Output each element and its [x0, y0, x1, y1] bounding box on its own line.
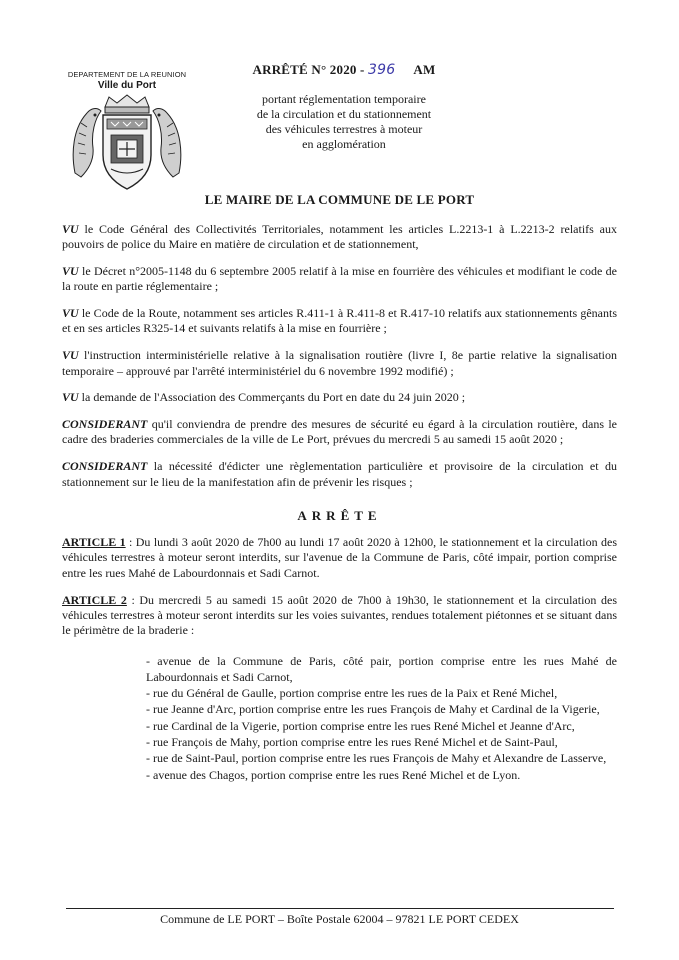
article-2-text: : Du mercredi 5 au samedi 15 août 2020 de 7h00 à 19h30, le stationnement et la circulation des véhicules terrestres à moteur seront interdits sur les voies suivantes, rendues totalement piétonnes et se situant dans le périmètre de la braderie : [62, 592, 617, 638]
considerant-keyword: VU [62, 264, 79, 279]
arrete-subtitle [214, 92, 474, 152]
considerant-paragraph [62, 459, 617, 490]
subtitle-line: en agglomération [302, 137, 386, 151]
arrete-heading: ARRÊTE [297, 507, 382, 523]
arrete-title-block [214, 62, 474, 152]
considerant-text: qu'il conviendra de prendre des mesures de sécurité eu égard à la circulation routière, dans le cadre des braderies commerciales de la ville de Le Port, prévues du mercredi 5 au samedi 15 août 2020 ; [62, 417, 617, 447]
considerant-text: le Code Général des Collectivités Territoriales, notamment les articles L.2213-1 à L.2213-2 relatifs aux pouvoirs de police du Maire en matière de circulation et de stationnement, [62, 222, 617, 252]
arrete-number [214, 62, 474, 78]
subtitle-line: de la circulation et du stationnement [256, 107, 432, 121]
considerant-keyword: VU [62, 306, 79, 321]
arrete-suffix: AM [413, 62, 436, 77]
considerant-paragraph [62, 390, 617, 405]
considerant-paragraph [62, 264, 617, 295]
handwritten-number: 396 [368, 62, 396, 78]
subtitle-line: portant réglementation temporaire [262, 92, 426, 106]
article-2-label: ARTICLE 2 [62, 592, 127, 607]
considerant-paragraph [62, 417, 617, 448]
considerant-paragraph [62, 306, 617, 337]
list-item: - rue du Général de Gaulle, portion comprise entre les rues de la Paix et René Michel, [146, 686, 558, 701]
list-item: - rue de Saint-Paul, portion comprise entre les rues François de Mahy et Alexandre de Lasserve, [146, 751, 607, 766]
document-body [62, 222, 617, 784]
article-2 [62, 593, 617, 639]
article-1 [62, 535, 617, 581]
arrete-prefix: ARRÊTÉ N° 2020 - [252, 62, 369, 77]
considerant-keyword: CONSIDERANT [62, 459, 148, 474]
considerant-keyword: CONSIDERANT [62, 417, 148, 432]
coat-of-arms-icon [67, 93, 187, 193]
considerant-text: l'instruction interministérielle relative à la signalisation routière (livre I, 8e partie relative la signalisation temporaire – approuvé par l'arrêté interministériel du 6 novembre 1992 modifié) ; [62, 348, 617, 378]
maire-heading: LE MAIRE DE LA COMMUNE DE LE PORT [204, 192, 475, 207]
city-logo [52, 70, 202, 193]
list-item: - rue François de Mahy, portion comprise entre les rues René Michel et de Saint-Paul, [146, 734, 558, 749]
list-item: - rue Jeanne d'Arc, portion comprise entre les rues François de Mahy et Cardinal de la Vigerie, [146, 702, 600, 717]
city-name: Ville du Port [97, 80, 157, 91]
article-1-label: ARTICLE 1 [62, 535, 126, 550]
considerant-text: le Décret n°2005-1148 du 6 septembre 2005 relatif à la mise en fourrière des véhicules et modifiant le code de la route en partie réglementaire ; [62, 264, 617, 294]
considerant-text: la demande de l'Association des Commerçants du Port en date du 24 juin 2020 ; [78, 390, 466, 405]
footer-divider [66, 908, 614, 909]
list-item: - avenue des Chagos, portion comprise entre les rues René Michel et de Lyon. [146, 767, 521, 782]
considerant-keyword: VU [62, 390, 79, 405]
subtitle-line: des véhicules terrestres à moteur [265, 122, 423, 136]
considerant-paragraph [62, 222, 617, 253]
considerant-keyword: VU [62, 348, 79, 363]
list-item: - rue Cardinal de la Vigerie, portion comprise entre les rues René Michel et Jeanne d'Arc, [146, 718, 575, 733]
footer-address: Commune de LE PORT – Boîte Postale 62004 – 97821 LE PORT CEDEX [160, 912, 519, 926]
considerant-text: le Code de la Route, notamment ses articles R.411-1 à R.411-8 et R.417-10 relatifs aux stationnements gênants et en ses articles R325-14 et suivants relatifs à la mise en fourrière ; [62, 306, 617, 336]
article-1-text: : Du lundi 3 août 2020 de 7h00 au lundi 17 août 2020 à 12h00, le stationnement et la circulation des véhicules terrestres à moteur seront interdits, sur l'avenue de la Commune de Paris, côté impair, portion comprise entre les rues Mahé de Labourdonnais et Sadi Carnot. [62, 535, 617, 580]
street-list [146, 654, 617, 782]
considerant-paragraph [62, 348, 617, 379]
department-label: DEPARTEMENT DE LA REUNION [67, 70, 187, 79]
considerant-keyword: VU [62, 222, 79, 236]
considerant-text: la nécessité d'édicter une règlementation particulière et provisoire de la circulation et du stationnement sur le lieu de la manifestation afin de prévenir les risques ; [62, 459, 617, 489]
list-item: - avenue de la Commune de Paris, côté pair, portion comprise entre les rues Mahé de Labourdonnais et Sadi Carnot, [146, 654, 617, 684]
